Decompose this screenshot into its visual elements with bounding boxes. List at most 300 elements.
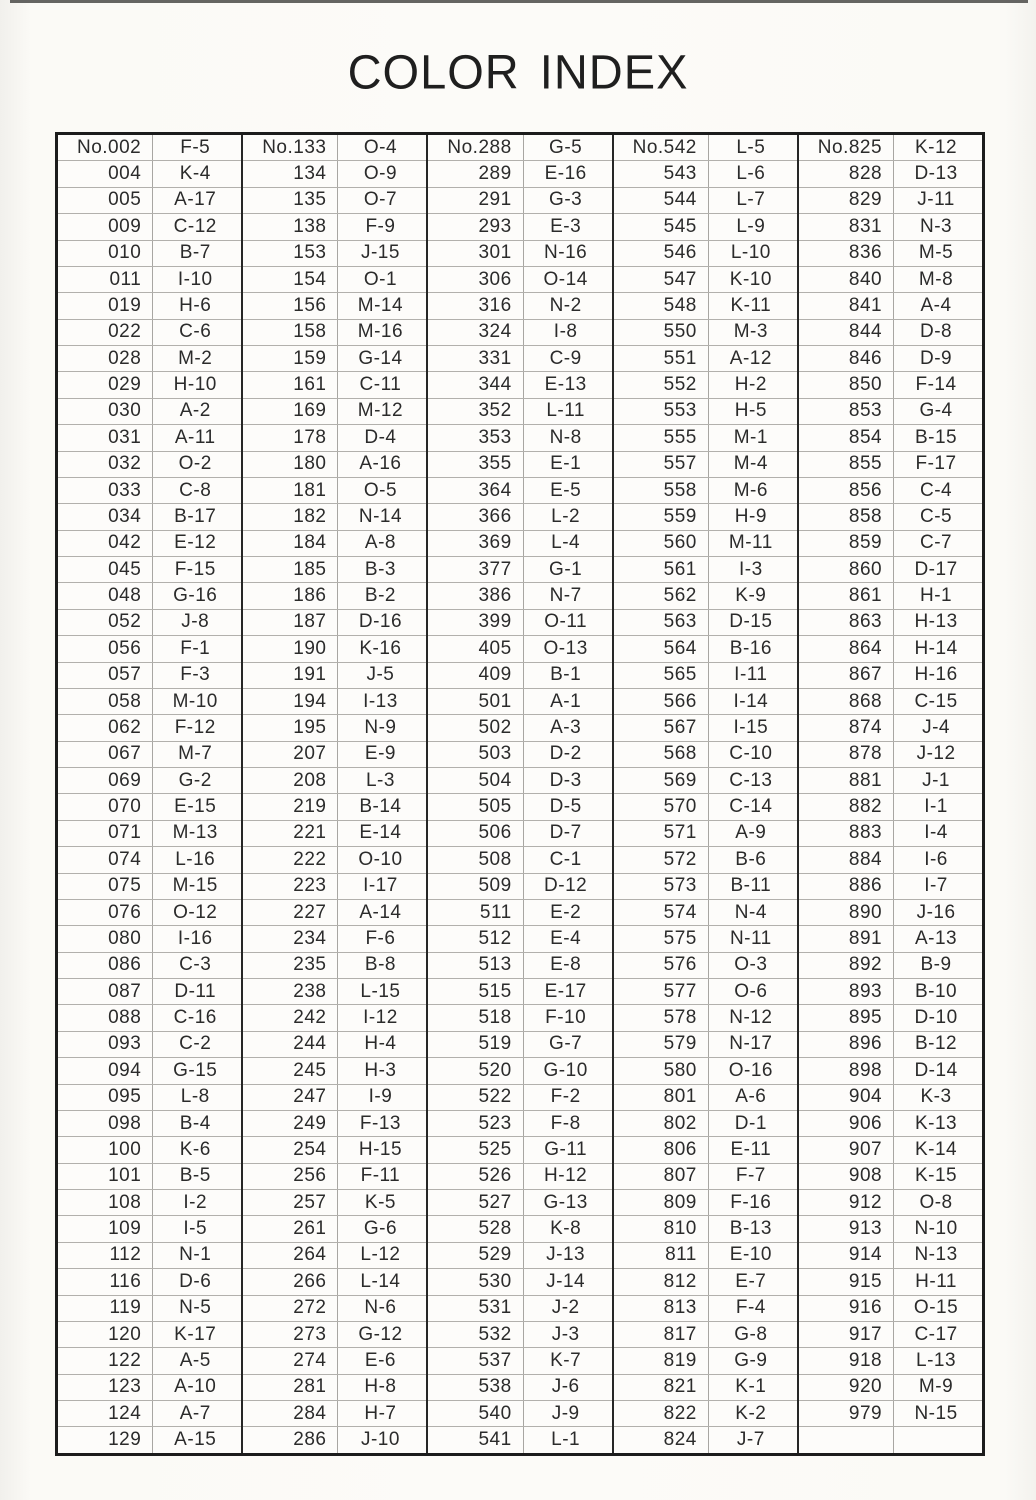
color-number-cell: 913 — [799, 1216, 894, 1241]
color-number-cell: 086 — [58, 953, 153, 978]
color-code-cell: K-8 — [550, 1218, 582, 1240]
color-number-cell: 810 — [614, 1216, 709, 1241]
color-code-cell: C-8 — [179, 479, 212, 501]
color-number-cell: 854 — [799, 425, 894, 450]
color-code-cell: J-8 — [181, 611, 210, 633]
table-row — [614, 214, 797, 240]
table-row — [799, 425, 982, 451]
color-code-cell: L-7 — [736, 189, 766, 211]
table-row — [614, 1348, 797, 1374]
color-number-cell: 190 — [243, 636, 338, 661]
table-row — [58, 794, 241, 820]
color-code-cell: E-7 — [735, 1270, 767, 1292]
color-number-cell: 513 — [428, 953, 523, 978]
color-code-cell: O-13 — [543, 637, 588, 659]
table-row — [799, 1190, 982, 1216]
color-number-cell: 505 — [428, 794, 523, 819]
color-number-cell: 568 — [614, 742, 709, 767]
color-number-cell: 550 — [614, 320, 709, 345]
color-number-cell: 281 — [243, 1375, 338, 1400]
table-row — [243, 1085, 426, 1111]
color-code-cell: I-8 — [553, 321, 578, 343]
color-number-cell: 293 — [428, 214, 523, 239]
color-code-cell: D-17 — [914, 558, 958, 580]
color-code-cell: J-6 — [551, 1376, 580, 1398]
table-row — [428, 1032, 611, 1058]
color-code-cell: B-10 — [914, 980, 958, 1002]
table-row — [243, 1401, 426, 1427]
table-row — [428, 320, 611, 346]
color-number-cell: 369 — [428, 531, 523, 556]
color-number-cell: 272 — [243, 1296, 338, 1321]
table-row — [799, 1348, 982, 1374]
color-number-cell: 817 — [614, 1322, 709, 1347]
color-number-cell: 301 — [428, 241, 523, 266]
table-row — [58, 874, 241, 900]
table-row — [428, 1190, 611, 1216]
table-row — [243, 1322, 426, 1348]
table-row — [58, 1401, 241, 1427]
color-code-cell: I-14 — [733, 690, 769, 712]
table-row — [428, 1085, 611, 1111]
table-row — [799, 1032, 982, 1058]
color-number-cell: 109 — [58, 1216, 153, 1241]
table-row — [243, 1190, 426, 1216]
color-number-cell: 821 — [614, 1375, 709, 1400]
color-code-cell: M-2 — [178, 347, 213, 369]
color-number-cell — [799, 1427, 894, 1452]
table-row — [614, 900, 797, 926]
table-row — [243, 900, 426, 926]
color-code-cell: F-17 — [915, 453, 957, 475]
color-number-cell: 806 — [614, 1137, 709, 1162]
table-row — [58, 847, 241, 873]
table-row — [799, 1005, 982, 1031]
color-number-cell: 809 — [614, 1190, 709, 1215]
color-number-cell: 515 — [428, 979, 523, 1004]
color-code-cell: C-2 — [179, 1033, 212, 1055]
color-code-cell: L-3 — [365, 769, 395, 791]
color-number-cell: 344 — [428, 372, 523, 397]
color-number-cell: 134 — [243, 161, 338, 186]
color-code-cell: J-7 — [736, 1429, 765, 1451]
color-number-cell: 559 — [614, 504, 709, 529]
color-code-cell: N-4 — [734, 901, 767, 923]
color-code-cell: D-13 — [914, 163, 958, 185]
table-row — [428, 926, 611, 952]
color-number-cell: 882 — [799, 794, 894, 819]
color-code-cell: F-7 — [735, 1165, 766, 1187]
table-row — [58, 1190, 241, 1216]
color-number-cell: 033 — [58, 478, 153, 503]
table-row — [58, 557, 241, 583]
table-row — [799, 1243, 982, 1269]
table-row — [799, 161, 982, 187]
table-row — [58, 900, 241, 926]
table-row — [799, 1085, 982, 1111]
table-row — [614, 821, 797, 847]
table-row — [243, 267, 426, 293]
color-code-cell: H-16 — [914, 664, 958, 686]
color-code-cell: H-8 — [364, 1376, 397, 1398]
color-number-cell: 101 — [58, 1164, 153, 1189]
color-number-cell: 399 — [428, 610, 523, 635]
table-row — [243, 1375, 426, 1401]
table-row — [58, 979, 241, 1005]
color-code-cell: M-12 — [357, 400, 404, 422]
table-row — [58, 161, 241, 187]
color-number-cell: 030 — [58, 399, 153, 424]
table-row — [799, 241, 982, 267]
table-row — [58, 1164, 241, 1190]
table-row — [799, 504, 982, 530]
table-row — [614, 689, 797, 715]
color-number-cell: 502 — [428, 715, 523, 740]
table-row — [58, 452, 241, 478]
color-code-cell: I-17 — [363, 875, 398, 897]
table-row — [428, 794, 611, 820]
color-code-cell: A-7 — [179, 1402, 211, 1424]
color-number-cell: 863 — [799, 610, 894, 635]
color-number-cell: 264 — [243, 1243, 338, 1268]
table-row — [243, 610, 426, 636]
table-row — [614, 979, 797, 1005]
color-code-cell: E-14 — [359, 822, 402, 844]
color-code-cell: A-13 — [914, 927, 958, 949]
color-number-cell: 579 — [614, 1032, 709, 1057]
table-column-group-5 — [799, 135, 982, 1453]
table-row — [428, 1216, 611, 1242]
color-number-cell: 058 — [58, 689, 153, 714]
table-row — [243, 1164, 426, 1190]
table-row — [243, 346, 426, 372]
table-row — [614, 1164, 797, 1190]
color-code-cell: A-10 — [174, 1376, 217, 1398]
table-row — [58, 1005, 241, 1031]
color-code-cell: M-15 — [172, 875, 218, 897]
color-code-cell: M-5 — [918, 242, 954, 264]
table-row — [428, 742, 611, 768]
color-code-cell: L-2 — [551, 505, 581, 527]
color-code-cell: K-9 — [735, 585, 767, 607]
table-row — [799, 953, 982, 979]
color-code-cell: L-6 — [736, 163, 766, 185]
table-row — [799, 979, 982, 1005]
table-row — [428, 821, 611, 847]
table-row — [243, 979, 426, 1005]
color-number-cell: 138 — [243, 214, 338, 239]
color-number-cell: 048 — [58, 583, 153, 608]
table-row — [428, 188, 611, 214]
color-code-cell: A-14 — [359, 901, 402, 923]
table-row — [243, 1137, 426, 1163]
table-row — [428, 1111, 611, 1137]
color-code-cell: F-6 — [365, 927, 396, 949]
color-code-cell: O-3 — [734, 954, 768, 976]
color-code-cell: K-13 — [914, 1112, 958, 1134]
color-number-cell: 531 — [428, 1296, 523, 1321]
color-number-cell: 074 — [58, 847, 153, 872]
color-code-cell: L-12 — [360, 1244, 401, 1266]
color-number-cell: 580 — [614, 1058, 709, 1083]
table-row — [799, 847, 982, 873]
color-code-cell: G-3 — [549, 189, 583, 211]
table-row — [614, 768, 797, 794]
color-number-cell: 915 — [799, 1269, 894, 1294]
table-row — [799, 135, 982, 161]
color-code-cell: J-16 — [916, 901, 956, 923]
color-number-cell: No.825 — [799, 135, 894, 160]
color-number-cell: 286 — [243, 1427, 338, 1452]
color-code-cell: G-11 — [544, 1138, 588, 1160]
color-number-cell: 031 — [58, 425, 153, 450]
color-code-cell: D-4 — [364, 426, 397, 448]
table-row — [58, 610, 241, 636]
color-code-cell: G-5 — [549, 136, 583, 158]
table-row — [243, 583, 426, 609]
color-number-cell: 247 — [243, 1085, 338, 1110]
table-row — [614, 663, 797, 689]
color-code-cell: H-7 — [364, 1402, 397, 1424]
color-code-cell: O-4 — [363, 136, 398, 158]
color-code-cell: N-11 — [729, 927, 772, 949]
table-row — [799, 742, 982, 768]
color-number-cell: 553 — [614, 399, 709, 424]
color-number-cell: 075 — [58, 874, 153, 899]
color-number-cell: 122 — [58, 1348, 153, 1373]
color-number-cell: 032 — [58, 452, 153, 477]
color-code-cell: C-9 — [549, 347, 582, 369]
color-number-cell: 034 — [58, 504, 153, 529]
table-row — [614, 478, 797, 504]
table-row — [58, 478, 241, 504]
table-row — [243, 557, 426, 583]
color-code-cell: O-9 — [363, 163, 398, 185]
color-number-cell: 801 — [614, 1085, 709, 1110]
color-number-cell: 062 — [58, 715, 153, 740]
color-number-cell: 042 — [58, 531, 153, 556]
color-code-cell: M-6 — [733, 479, 768, 501]
color-code-cell: F-13 — [359, 1112, 401, 1134]
table-row — [243, 874, 426, 900]
table-row — [614, 1269, 797, 1295]
table-row — [428, 1348, 611, 1374]
color-code-cell: B-17 — [174, 505, 217, 527]
color-number-cell: 098 — [58, 1111, 153, 1136]
table-row — [428, 874, 611, 900]
color-code-cell: G-10 — [543, 1059, 588, 1081]
color-number-cell: 530 — [428, 1269, 523, 1294]
table-row — [58, 1111, 241, 1137]
table-row — [799, 715, 982, 741]
table-row — [799, 372, 982, 398]
color-number-cell: 907 — [799, 1137, 894, 1162]
table-row — [428, 1269, 611, 1295]
color-code-cell: N-1 — [179, 1244, 212, 1266]
color-code-cell: F-8 — [550, 1112, 581, 1134]
table-row — [799, 1137, 982, 1163]
color-code-cell: A-15 — [174, 1429, 217, 1451]
color-code-cell: C-12 — [173, 215, 217, 237]
table-row — [243, 1427, 426, 1452]
color-number-cell: 867 — [799, 663, 894, 688]
color-code-cell: N-16 — [544, 242, 588, 264]
color-code-cell: D-1 — [734, 1112, 767, 1134]
color-number-cell: 052 — [58, 610, 153, 635]
table-row — [428, 1296, 611, 1322]
color-number-cell: 822 — [614, 1401, 709, 1426]
color-code-cell: K-12 — [914, 136, 958, 158]
color-number-cell: 071 — [58, 821, 153, 846]
table-row — [58, 1137, 241, 1163]
color-code-cell: K-5 — [364, 1191, 396, 1213]
color-code-cell: J-4 — [922, 716, 950, 738]
color-code-cell: G-6 — [363, 1218, 398, 1240]
color-code-cell: L-16 — [175, 848, 216, 870]
color-number-cell: 574 — [614, 900, 709, 925]
color-code-cell: I-1 — [924, 796, 948, 818]
color-code-cell: J-15 — [360, 242, 400, 264]
color-number-cell: 108 — [58, 1190, 153, 1215]
color-number-cell: 056 — [58, 636, 153, 661]
table-row — [428, 135, 611, 161]
color-number-cell: 306 — [428, 267, 523, 292]
table-row — [799, 1322, 982, 1348]
color-number-cell: 256 — [243, 1164, 338, 1189]
color-code-cell: D-16 — [358, 611, 403, 633]
color-code-cell: D-2 — [549, 743, 582, 765]
table-row — [614, 320, 797, 346]
color-number-cell: 185 — [243, 557, 338, 582]
color-number-cell: 504 — [428, 768, 523, 793]
color-number-cell: 558 — [614, 478, 709, 503]
table-row — [799, 1111, 982, 1137]
table-row — [428, 689, 611, 715]
table-row — [58, 583, 241, 609]
color-code-cell: K-1 — [735, 1376, 767, 1398]
table-row — [614, 1032, 797, 1058]
color-code-cell: F-10 — [545, 1007, 587, 1029]
color-code-cell: B-14 — [359, 796, 402, 818]
color-number-cell: 560 — [614, 531, 709, 556]
color-number-cell: 207 — [243, 742, 338, 767]
color-number-cell: 187 — [243, 610, 338, 635]
color-code-cell: H-3 — [364, 1059, 397, 1081]
table-row — [243, 715, 426, 741]
color-code-cell: O-1 — [363, 268, 398, 290]
color-number-cell: 119 — [58, 1296, 153, 1321]
color-code-cell: G-12 — [358, 1323, 403, 1345]
color-code-cell: G-8 — [734, 1323, 768, 1345]
color-code-cell: I-10 — [177, 268, 213, 290]
color-number-cell: 222 — [243, 847, 338, 872]
color-number-cell: 386 — [428, 583, 523, 608]
table-row — [799, 478, 982, 504]
color-code-cell: N-10 — [914, 1218, 958, 1240]
color-number-cell: 537 — [428, 1348, 523, 1373]
color-number-cell: 355 — [428, 452, 523, 477]
color-number-cell: 291 — [428, 188, 523, 213]
color-code-cell: N-15 — [914, 1402, 958, 1424]
table-row — [614, 583, 797, 609]
color-number-cell: 028 — [58, 346, 153, 371]
color-code-cell: J-1 — [922, 769, 950, 791]
table-row — [614, 399, 797, 425]
table-row — [243, 1032, 426, 1058]
color-code-cell: O-12 — [173, 901, 218, 923]
color-code-cell: C-10 — [729, 743, 773, 765]
color-code-cell — [894, 1427, 982, 1452]
table-row — [799, 663, 982, 689]
color-number-cell: 520 — [428, 1058, 523, 1083]
color-number-cell: 005 — [58, 188, 153, 213]
color-code-cell: K-15 — [914, 1165, 958, 1187]
table-row — [614, 452, 797, 478]
color-number-cell: 844 — [799, 320, 894, 345]
table-row — [58, 293, 241, 319]
table-row — [614, 1322, 797, 1348]
table-row — [614, 715, 797, 741]
table-row — [58, 636, 241, 662]
table-row — [58, 1085, 241, 1111]
color-number-cell: 886 — [799, 874, 894, 899]
color-code-cell: B-16 — [729, 637, 772, 659]
color-code-cell: D-11 — [174, 980, 217, 1002]
color-code-cell: G-13 — [543, 1191, 588, 1213]
table-row — [58, 1296, 241, 1322]
color-number-cell: 129 — [58, 1427, 153, 1452]
color-code-cell: F-3 — [180, 664, 211, 686]
color-number-cell: 572 — [614, 847, 709, 872]
table-row — [243, 425, 426, 451]
table-row — [58, 821, 241, 847]
color-number-cell: No.288 — [428, 135, 523, 160]
color-code-cell: N-17 — [729, 1033, 773, 1055]
table-row — [243, 1058, 426, 1084]
color-code-cell: H-2 — [734, 374, 767, 396]
color-code-cell: O-8 — [919, 1191, 953, 1213]
color-code-cell: D-12 — [544, 875, 588, 897]
color-code-cell: A-4 — [920, 294, 952, 316]
table-row — [799, 346, 982, 372]
table-row — [614, 636, 797, 662]
table-row — [243, 1243, 426, 1269]
color-code-cell: B-4 — [179, 1112, 211, 1134]
color-number-cell: 563 — [614, 610, 709, 635]
color-code-cell: K-3 — [920, 1086, 952, 1108]
color-code-cell: O-11 — [544, 611, 588, 633]
table-row — [614, 1243, 797, 1269]
table-row — [58, 135, 241, 161]
table-row — [614, 161, 797, 187]
color-code-cell: H-5 — [734, 400, 767, 422]
color-number-cell: 181 — [243, 478, 338, 503]
table-row — [614, 794, 797, 820]
table-row — [799, 1427, 982, 1452]
color-code-cell: L-8 — [180, 1086, 210, 1108]
color-number-cell: 546 — [614, 241, 709, 266]
color-code-cell: O-10 — [358, 848, 403, 870]
color-number-cell: 551 — [614, 346, 709, 371]
table-row — [243, 742, 426, 768]
color-number-cell: 528 — [428, 1216, 523, 1241]
color-code-cell: I-3 — [739, 558, 763, 580]
color-number-cell: 569 — [614, 768, 709, 793]
color-number-cell: 245 — [243, 1058, 338, 1083]
table-row — [799, 636, 982, 662]
color-code-cell: G-4 — [919, 400, 953, 422]
color-code-cell: O-6 — [734, 980, 768, 1002]
